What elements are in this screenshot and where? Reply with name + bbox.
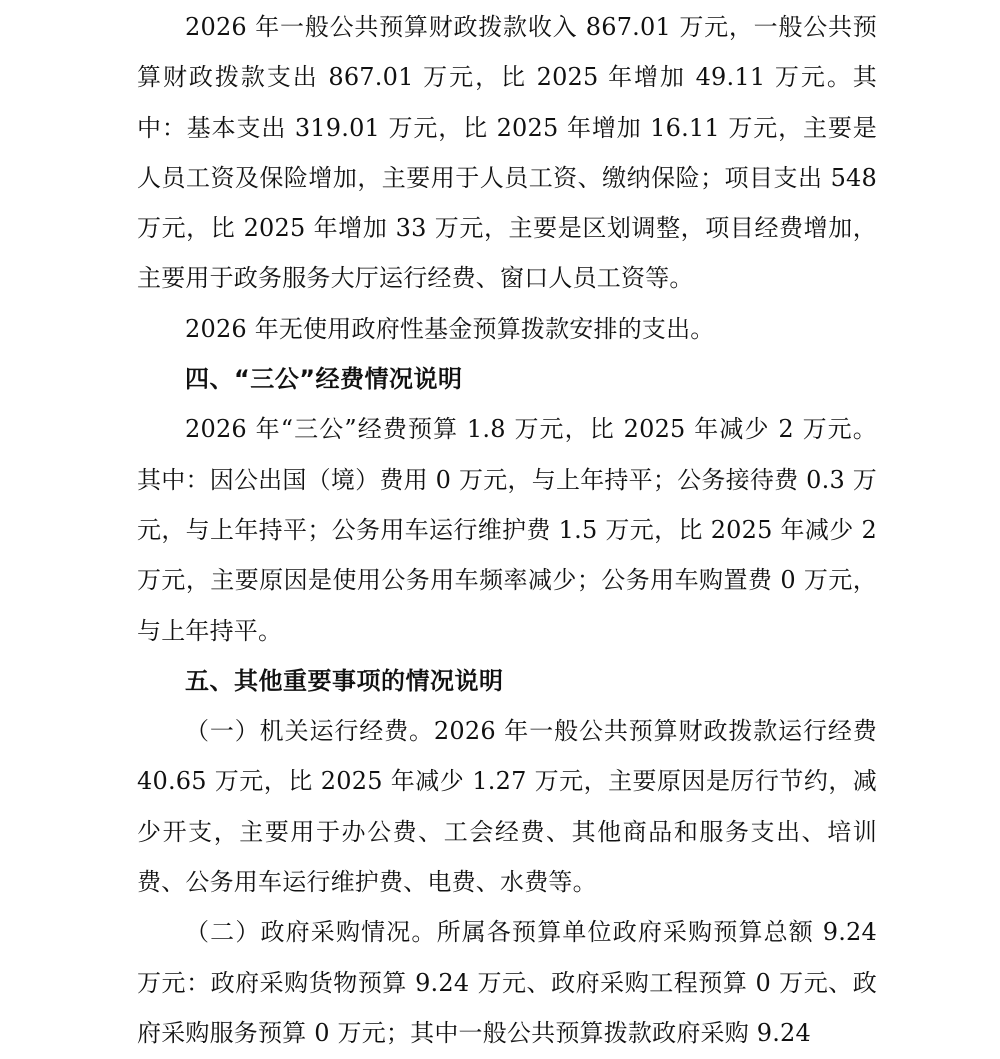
paragraph-three-public-expenses: 2026 年“三公”经费预算 1.8 万元，比 2025 年减少 2 万元。其中：因公出国（境）费用 0 万元，与上年持平；公务接待费 0.3 万元，与上年持平；公务用车运行维护费 1.5 万元，比 2025 年减少 2 万元，主要原因是使用公务用车频率减少；公务用车购置费 0 万元，与上年持平。 xyxy=(137,415,877,645)
document-body xyxy=(137,0,877,1058)
paragraph-government-procurement: （二）政府采购情况。所属各预算单位政府采购预算总额 9.24 万元：政府采购货物预算 9.24 万元、政府采购工程预算 0 万元、政府采购服务预算 0 万元；其中一般公共预算拨款政府采购 9.24 xyxy=(137,918,877,1047)
paragraph-general-budget: 2026 年一般公共预算财政拨款收入 867.01 万元，一般公共预算财政拨款支出 867.01 万元，比 2025 年增加 49.11 万元。其中：基本支出 319.01 万元，比 2025 年增加 16.11 万元，主要是人员工资及保险增加，主要用于人员工资、缴纳保险；项目支出 548 万元，比 2025 年增加 33 万元，主要是区划调整，项目经费增加，主要用于政务服务大厅运行经费、窗口人员工资等。 xyxy=(137,13,877,293)
paragraph-government-fund: 2026 年无使用政府性基金预算拨款安排的支出。 xyxy=(185,314,715,343)
paragraph-operating-expenses: （一）机关运行经费。2026 年一般公共预算财政拨款运行经费 40.65 万元，比 2025 年减少 1.27 万元，主要原因是厉行节约，减少开支，主要用于办公费、工会经费、其他商品和服务支出、培训费、公务用车运行维护费、电费、水费等。 xyxy=(137,717,877,897)
section-heading-other-matters: 五、其他重要事项的情况说明 xyxy=(185,666,504,695)
section-heading-three-public: 四、“三公”经费情况说明 xyxy=(185,365,463,394)
